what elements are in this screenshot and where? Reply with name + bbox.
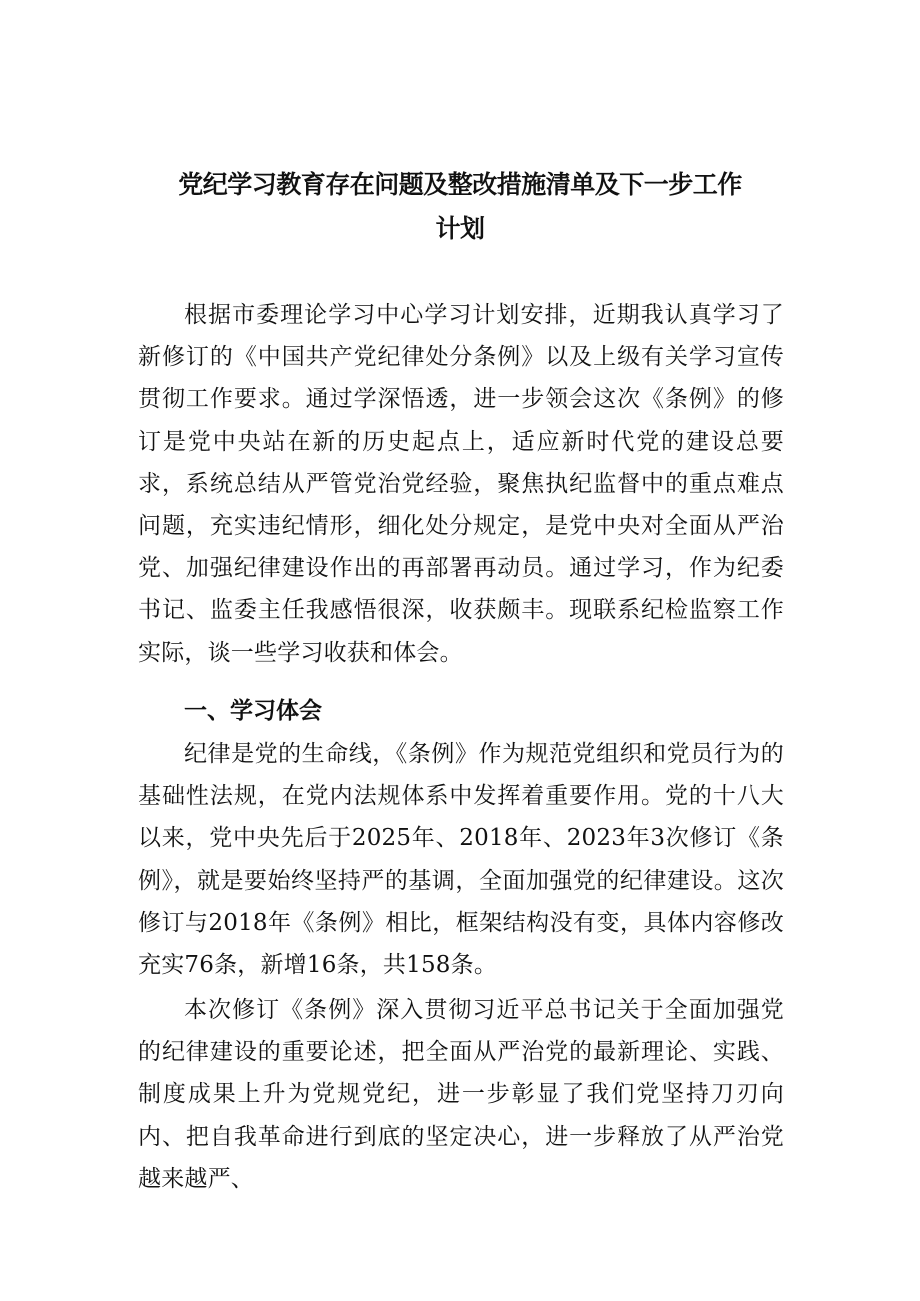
body-paragraph-revision: 本次修订《条例》深入贯彻习近平总书记关于全面加强党的纪律建设的重要论述，把全面从严治党的最新理论、实践、制度成果上升为党规党纪，进一步彰显了我们党坚持刀刃向内、把自我革命进行到底的坚定决心，进一步释放了从严治党越来越严、 (138, 997, 784, 1192)
document-title-line1: 党纪学习教育存在问题及整改措施清单及下一步工作 (178, 170, 742, 199)
intro-paragraph: 根据市委理论学习中心学习计划安排，近期我认真学习了新修订的《中国共产党纪律处分条例》以及上级有关学习宣传贯彻工作要求。通过学深悟透，进一步领会这次《条例》的修订是党中央站在新的历史起点上，适应新时代党的建设总要求，系统总结从严管党治党经验，聚焦执纪监督中的重点难点问题，充实违纪情形，细化处分规定，是党中央对全面从严治党、加强纪律建设作出的再部署再动员。通过学习，作为纪委书记、监委主任我感悟很深，收获颇丰。现联系纪检监察工作实际，谈一些学习收获和体会。 (138, 302, 784, 666)
section-heading-learning-experience: 一、学习体会 (184, 698, 322, 724)
body-paragraph-discipline: 纪律是党的生命线，《条例》作为规范党组织和党员行为的基础性法规，在党内法规体系中发挥着重要作用。党的十八大以来，党中央先后于2025年、2018年、2023年3次修订《条例》，就是要始终坚持严的基调，全面加强党的纪律建设。这次修订与2018年《条例》相比，框架结构没有变，具体内容修改充实76条，新增16条，共158条。 (138, 741, 784, 979)
document-title-line2: 计划 (435, 214, 485, 243)
